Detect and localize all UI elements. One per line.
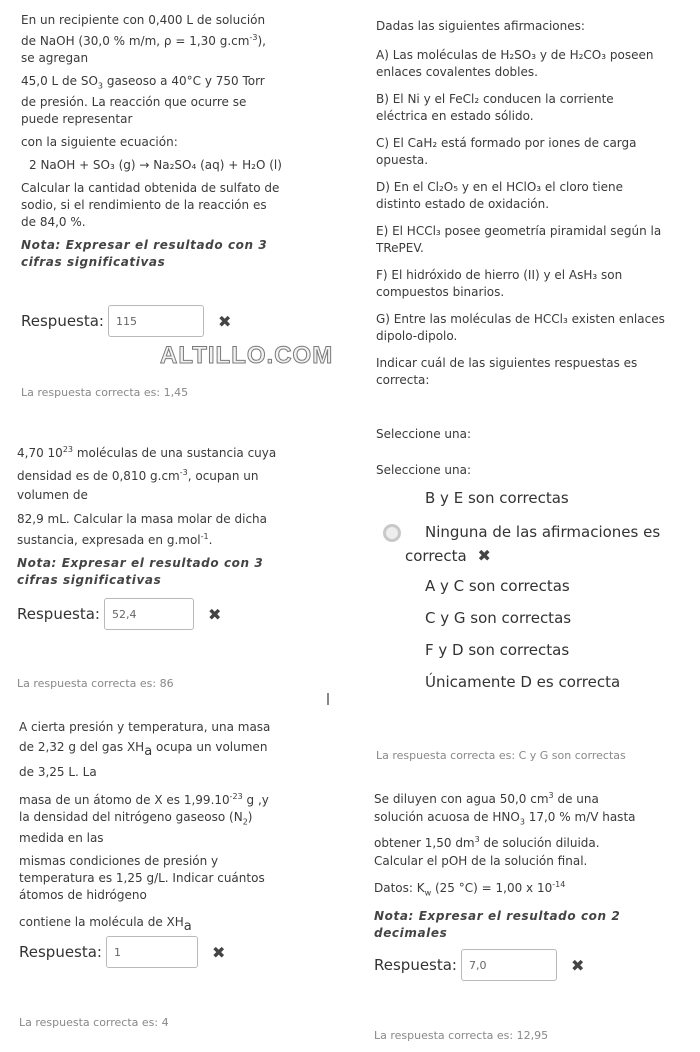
q3-text-3: mismas condiciones de presión y temperatura es 1,25 g/L. Indicar cuántos átomos de hidrógeno [19,854,265,903]
q3-text-1: A cierta presión y temperatura, una masa de 2,32 g del gas $XH_a$ ocupa un volumen de 3,25 L. La [19,720,271,779]
q3-correct-answer: La respuesta correcta es: 4 [19,1016,169,1029]
q3-response-row [19,936,225,968]
q4-option-3[interactable]: A y C son correctas [425,577,570,595]
q5-answer-input[interactable]: 7,0 [461,949,557,981]
q4-statement-b: B) El Ni y el FeCl₂ conducen la corriente eléctrica en estado sólido. [376,92,614,123]
q5-response-label: Respuesta: [374,956,457,974]
q4-statement-f: F) El hidróxido de hierro (II) y el AsH₃ son compuestos binarios. [376,268,623,299]
q2-correct-answer: La respuesta correcta es: 86 [17,677,174,690]
q5-text-1: Se diluyen con agua 50,0 $cm^3$ de una solución acuosa de $HNO_3$ 17,0 % m/V hasta obtener 1,50 $dm^3$ de solución diluida. Calcular el pOH de la solución final. [374,791,636,869]
q4-option-2-label: Ninguna de las afirmaciones es correcta [405,523,661,565]
question-1 [21,12,283,277]
q4-intro: Dadas las siguientes afirmaciones: [376,19,585,33]
q3-text-2: masa de un átomo de X es $1,99.10^{-23}$ g ,y la densidad del nitrógeno gaseoso $(N_2)$ medida en las [19,792,269,846]
q1-text-2: 45,0 L de $SO_3$ gaseoso a 40°C y 750 Torr de presión. La reacción que ocurre se puede representar [21,74,265,127]
q2-response-label: Respuesta: [17,605,100,623]
question-4 [376,18,668,395]
q1-text-1: En un recipiente con 0,400 L de solución de NaOH (30,0 % m/m, ρ = 1,30 $g.cm^{-3}$), se agregan [21,13,266,65]
question-2 [17,440,285,595]
q2-note: Nota: Expresar el resultado con 3 cifras significativas [17,556,264,587]
q1-answer-input[interactable]: 115 [108,305,204,337]
q1-note: Nota: Expresar el resultado con 3 cifras significativas [21,238,268,270]
q2-text-1: 4,70 $10^{23}$ moléculas de una sustancia cuya densidad es de 0,810 $g.cm^{-3}$, ocupan un volumen de [17,445,277,502]
incorrect-icon: ✖ [218,311,232,331]
radio-icon[interactable] [383,524,401,542]
q4-correct-answer: La respuesta correcta es: C y G son correctas [376,749,626,762]
question-5 [374,787,646,948]
q1-equation: 2 NaOH + SO₃ (g) → Na₂SO₄ (aq) + H₂O (l) [29,158,282,173]
incorrect-icon: ✖ [208,604,222,624]
q4-select-label-2: Seleccione una: [376,463,471,477]
q2-text-2: 82,9 mL. Calcular la masa molar de dicha sustancia, expresada en g.mol$^{-1}$. [17,512,267,547]
q4-select-label-1: Seleccione una: [376,427,471,441]
incorrect-icon: ✖ [477,546,491,565]
divider-mark [327,693,329,705]
q1-text-4: Calcular la cantidad obtenida de sulfato de sodio, si el rendimiento de la reacción es de 84,0 %. [21,181,280,230]
q5-response-row [374,949,584,981]
q5-note: Nota: Expresar el resultado con 2 decimales [374,908,621,940]
q1-response-row [21,305,231,337]
q1-text-3: con la siguiente ecuación: [21,135,178,150]
q1-correct-answer: La respuesta correcta es: 1,45 [21,386,189,399]
q3-response-label: Respuesta: [19,943,102,961]
q4-statement-g: G) Entre las moléculas de HCCl₃ existen enlaces dipolo-dipolo. [376,312,665,343]
q2-response-row [17,598,221,630]
q3-text-4: contiene la molécula de $XH_a$ [19,915,192,935]
incorrect-icon: ✖ [571,955,585,975]
q3-answer-input[interactable]: 1 [106,936,198,968]
q4-statement-e: E) El HCCl₃ posee geometría piramidal según la TRePEV. [376,224,662,255]
q4-statement-c: C) El CaH₂ está formado por iones de carga opuesta. [376,136,637,167]
q4-option-2[interactable] [405,520,675,568]
incorrect-icon: ✖ [212,942,226,962]
q4-option-4[interactable]: C y G son correctas [425,609,572,627]
q5-correct-answer: La respuesta correcta es: 12,95 [374,1029,549,1042]
q4-statement-d: D) En el Cl₂O₅ y en el HClO₃ el cloro tiene distinto estado de oxidación. [376,180,623,211]
q4-option-1[interactable]: B y E son correctas [425,489,569,507]
q1-response-label: Respuesta: [21,312,104,330]
q4-statement-a: A) Las moléculas de H₂SO₃ y de H₂CO₃ poseen enlaces covalentes dobles. [376,48,654,79]
question-3 [19,717,281,941]
q4-option-6[interactable]: Únicamente D es correcta [425,673,621,691]
q4-ask: Indicar cuál de las siguientes respuestas es correcta: [376,356,638,387]
q2-answer-input[interactable]: 52,4 [104,598,194,630]
q5-text-2: Datos: $K_w$ (25 °C) = 1,00 x $10^{-14}$ [374,880,566,898]
watermark-logo: ALTILLO.COM [160,342,334,369]
q4-option-5[interactable]: F y D son correctas [425,641,570,659]
